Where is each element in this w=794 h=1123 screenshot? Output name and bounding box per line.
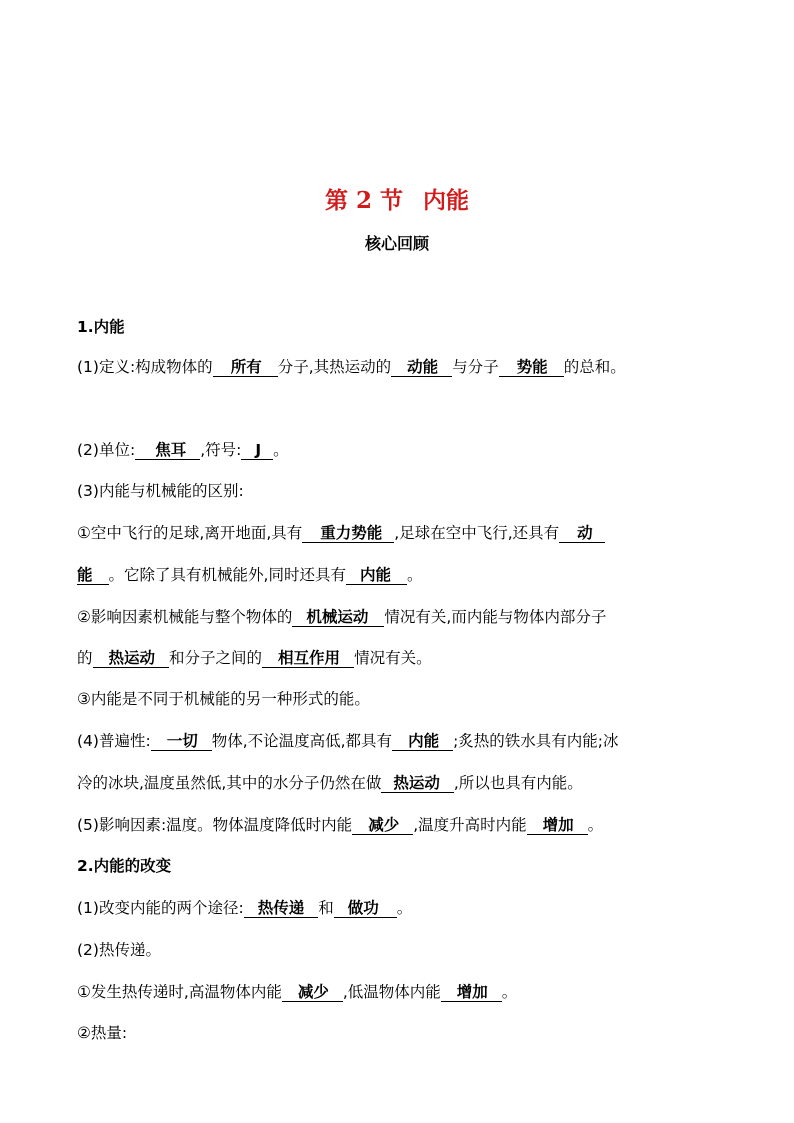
definition-line: (1)定义:构成物体的 所有 分子,其热运动的 动能 与分子 势能 的总和。 bbox=[77, 358, 626, 376]
football-line-2: 能 。它除了具有机械能外,同时还具有 内能 。 bbox=[77, 566, 423, 584]
answer-blank: 热运动 bbox=[93, 649, 170, 668]
section-name: 内能 bbox=[423, 187, 470, 214]
answer-blank: 动能 bbox=[391, 358, 452, 377]
answer-blank: 一切 bbox=[151, 732, 212, 751]
section-heading-2: 2.内能的改变 bbox=[77, 857, 172, 875]
answer-blank: 能 bbox=[77, 566, 109, 585]
answer-blank: 相互作用 bbox=[262, 649, 354, 668]
answer-blank: 减少 bbox=[352, 816, 413, 835]
heat-quantity-line: ②热量: bbox=[77, 1024, 128, 1042]
answer-blank: J bbox=[241, 441, 273, 460]
unit-line: (2)单位: 焦耳 ,符号: J 。 bbox=[77, 441, 289, 459]
answer-blank: 机械运动 bbox=[292, 608, 384, 627]
answer-blank: 内能 bbox=[346, 566, 407, 585]
section-heading-1: 1.内能 bbox=[77, 318, 125, 336]
heat-transfer-detail-line: ①发生热传递时,高温物体内能 减少 ,低温物体内能 增加 。 bbox=[77, 983, 518, 1001]
difference-line: (3)内能与机械能的区别: bbox=[77, 482, 244, 500]
answer-blank: 内能 bbox=[392, 732, 453, 751]
universality-line-1: (4)普遍性: 一切 物体,不论温度高低,都具有 内能 ;炙热的铁水具有内能;冰 bbox=[77, 732, 619, 750]
answer-blank: 增加 bbox=[527, 816, 588, 835]
answer-blank: 做功 bbox=[334, 899, 397, 918]
answer-blank: 增加 bbox=[441, 983, 502, 1002]
answer-blank: 动 bbox=[559, 524, 605, 543]
factor-line-1: ②影响因素机械能与整个物体的 机械运动 情况有关,而内能与物体内部分子 bbox=[77, 608, 607, 626]
heat-transfer-line: (2)热传递。 bbox=[77, 941, 161, 959]
football-line-1: ①空中飞行的足球,离开地面,具有 重力势能 ,足球在空中飞行,还具有 动 bbox=[77, 521, 605, 545]
universality-line-2: 冷的冰块,温度虽然低,其中的水分子仍然在做 热运动 ,所以也具有内能。 bbox=[77, 774, 583, 792]
answer-blank: 所有 bbox=[213, 358, 278, 377]
energy-form-line: ③内能是不同于机械能的另一种形式的能。 bbox=[77, 690, 370, 708]
answer-blank: 重力势能 bbox=[302, 524, 394, 543]
temperature-line: (5)影响因素:温度。物体温度降低时内能 减少 ,温度升高时内能 增加 。 bbox=[77, 816, 604, 834]
answer-blank: 热传递 bbox=[244, 899, 319, 918]
answer-blank: 势能 bbox=[499, 358, 564, 377]
answer-blank: 减少 bbox=[282, 983, 343, 1002]
section-number: 第 2 节 bbox=[324, 187, 404, 214]
page-title bbox=[0, 182, 794, 215]
answer-blank: 焦耳 bbox=[135, 441, 200, 460]
page-subtitle: 核心回顾 bbox=[364, 234, 429, 253]
change-ways-line: (1)改变内能的两个途径: 热传递 和 做功 。 bbox=[77, 899, 413, 917]
factor-line-2: 的 热运动 和分子之间的 相互作用 情况有关。 bbox=[77, 649, 432, 667]
answer-blank: 热运动 bbox=[381, 774, 454, 793]
